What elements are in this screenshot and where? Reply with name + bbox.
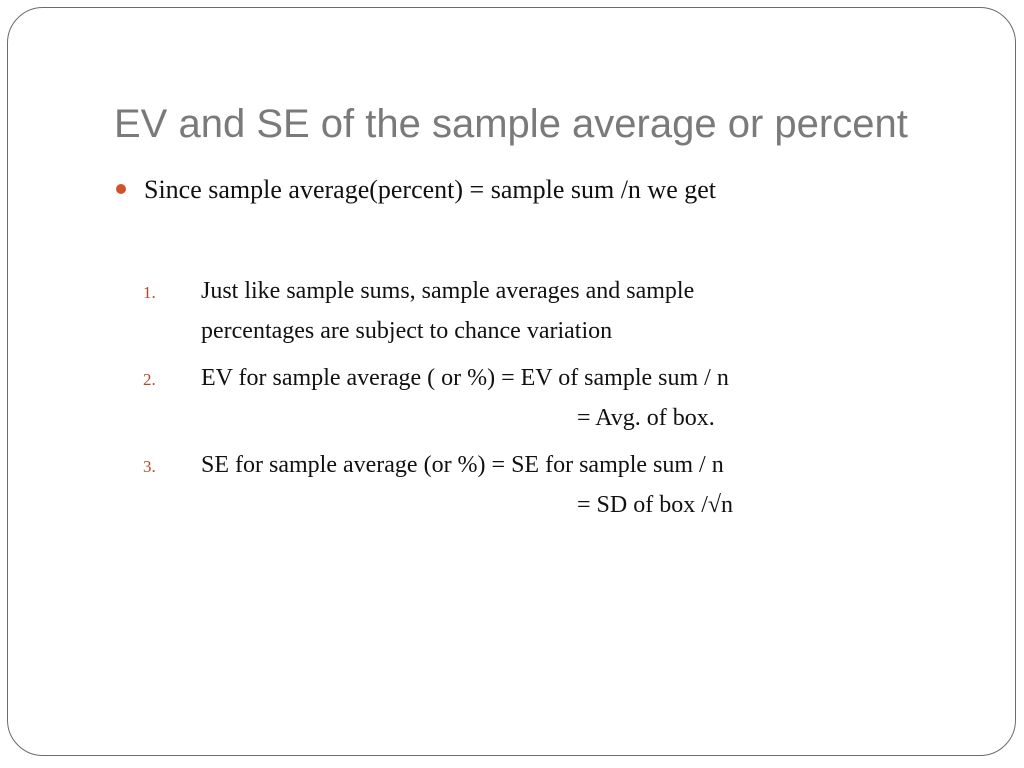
item-1-line-2: percentages are subject to chance variation <box>201 318 613 344</box>
bullet-text: Since sample average(percent) = sample sum /n we get <box>144 175 716 204</box>
item-2-line-1: EV for sample average ( or %) = EV of sample sum / n <box>201 365 729 391</box>
item-3-line-1: SE for sample average (or %) = SE for sample sum / n <box>201 452 724 478</box>
item-2-line-2: = Avg. of box. <box>577 405 715 431</box>
item-number-3: 3. <box>143 457 156 476</box>
slide-title: EV and SE of the sample average or percent <box>114 102 908 146</box>
item-number-2: 2. <box>143 370 156 389</box>
bullet-dot-icon <box>116 184 126 194</box>
item-1-line-1: Just like sample sums, sample averages and sample <box>201 278 695 304</box>
item-number-1: 1. <box>143 283 156 302</box>
item-3-line-2: = SD of box /√n <box>577 492 734 518</box>
